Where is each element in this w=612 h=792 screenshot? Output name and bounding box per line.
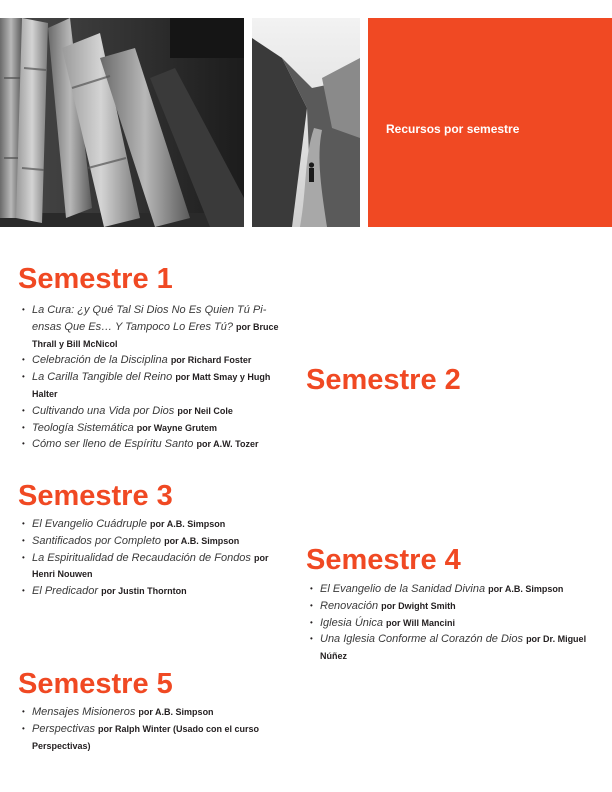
list-item (18, 436, 293, 453)
list-item (18, 403, 293, 420)
bullet-icon: • (22, 405, 25, 415)
book-author: por Dwight Smith (381, 600, 456, 611)
book-title: Una Iglesia Conforme al Corazón de Dios (320, 633, 523, 646)
section-title: Semestre 5 (18, 668, 173, 700)
book-title: Celebración de la Disciplina (32, 354, 168, 367)
book-author: por A.B. Simpson (138, 707, 214, 717)
book-title: Iglesia Única (320, 616, 383, 629)
section-title: Semestre 2 (306, 364, 461, 396)
book-author: por A.B. Simpson (488, 584, 564, 594)
list-item (18, 721, 293, 755)
book-title: Cómo ser lleno de Espíritu Santo (32, 438, 194, 451)
section-semestre-4 (306, 544, 596, 665)
book-list (18, 704, 293, 754)
book-title: Mensajes Misioneros (32, 706, 136, 718)
list-item (18, 533, 293, 550)
list-item (18, 352, 293, 369)
book-title: El Evangelio Cuádruple (32, 518, 147, 530)
bullet-icon: • (22, 586, 25, 596)
section-semestre-3 (18, 480, 293, 600)
bullet-icon: • (22, 305, 25, 314)
header-banner (368, 18, 612, 227)
book-author: por A.W. Tozer (196, 439, 259, 450)
bullet-icon: • (310, 617, 313, 627)
section-title: Semestre 1 (18, 263, 173, 295)
list-item (306, 615, 596, 632)
list-item (18, 369, 293, 403)
book-title: Teología Sistemática (32, 421, 134, 434)
book-author: por Matt Smay y Hugh Halter (32, 372, 271, 399)
book-title: El Evangelio de la Sanidad Divina (320, 583, 486, 595)
bullet-icon: • (310, 634, 313, 644)
bullet-icon: • (310, 584, 313, 593)
bullet-icon: • (22, 439, 25, 449)
list-item (18, 550, 293, 584)
banner-title: Recursos por semestre (386, 122, 520, 136)
section-semestre-2 (306, 364, 596, 396)
mountain-path-photo (252, 18, 360, 227)
book-title: La Cura: ¿y Qué Tal Si Dios No Es Quien Tú Pi-ensas Que Es… Y Tampoco Lo Eres Tú? (32, 304, 267, 333)
book-list (18, 516, 293, 600)
section-title: Semestre 3 (18, 480, 173, 512)
book-title: La Carilla Tangible del Reino (32, 371, 173, 384)
book-list (18, 302, 293, 453)
bullet-icon: • (22, 355, 25, 365)
section-semestre-1 (18, 263, 293, 453)
list-item (18, 583, 293, 600)
book-author: por Bruce Thrall y Bill McNicol (32, 321, 279, 349)
book-title: El Predicador (32, 585, 99, 598)
list-item (306, 581, 596, 598)
book-author: por A.B. Simpson (150, 519, 226, 529)
list-item (306, 598, 596, 615)
bullet-icon: • (22, 519, 25, 528)
old-books-photo (0, 18, 244, 227)
book-author: por Henri Nouwen (32, 552, 269, 580)
list-item (18, 516, 293, 533)
book-author: por Richard Foster (170, 355, 252, 366)
bullet-icon: • (22, 535, 25, 545)
bullet-icon: • (22, 552, 25, 562)
book-title: Santificados por Completo (32, 534, 162, 547)
book-title: Cultivando una Vida por Dios (32, 404, 175, 417)
book-author: por Justin Thornton (101, 586, 187, 597)
bullet-icon: • (310, 600, 313, 610)
bullet-icon: • (22, 723, 25, 733)
book-author: por Will Mancini (386, 617, 455, 628)
section-semestre-5 (18, 668, 293, 754)
book-author: por Neil Cole (177, 405, 233, 416)
list-item (18, 420, 293, 437)
book-author: por Dr. Miguel Núñez (320, 634, 587, 662)
book-author: por Wayne Grutem (136, 422, 217, 433)
list-item (18, 704, 293, 721)
book-title: Renovación (320, 599, 379, 612)
book-list (306, 581, 596, 665)
list-item (306, 631, 596, 665)
book-author: por A.B. Simpson (164, 535, 240, 546)
book-title: La Espiritualidad de Recaudación de Fondos (32, 551, 251, 564)
list-item (18, 302, 293, 352)
bullet-icon: • (22, 372, 25, 382)
book-author: por Ralph Winter (Usado con el curso Perspectivas) (32, 723, 259, 751)
bullet-icon: • (22, 422, 25, 432)
bullet-icon: • (22, 707, 25, 716)
section-title: Semestre 4 (306, 544, 461, 576)
book-title: Perspectivas (32, 722, 95, 735)
